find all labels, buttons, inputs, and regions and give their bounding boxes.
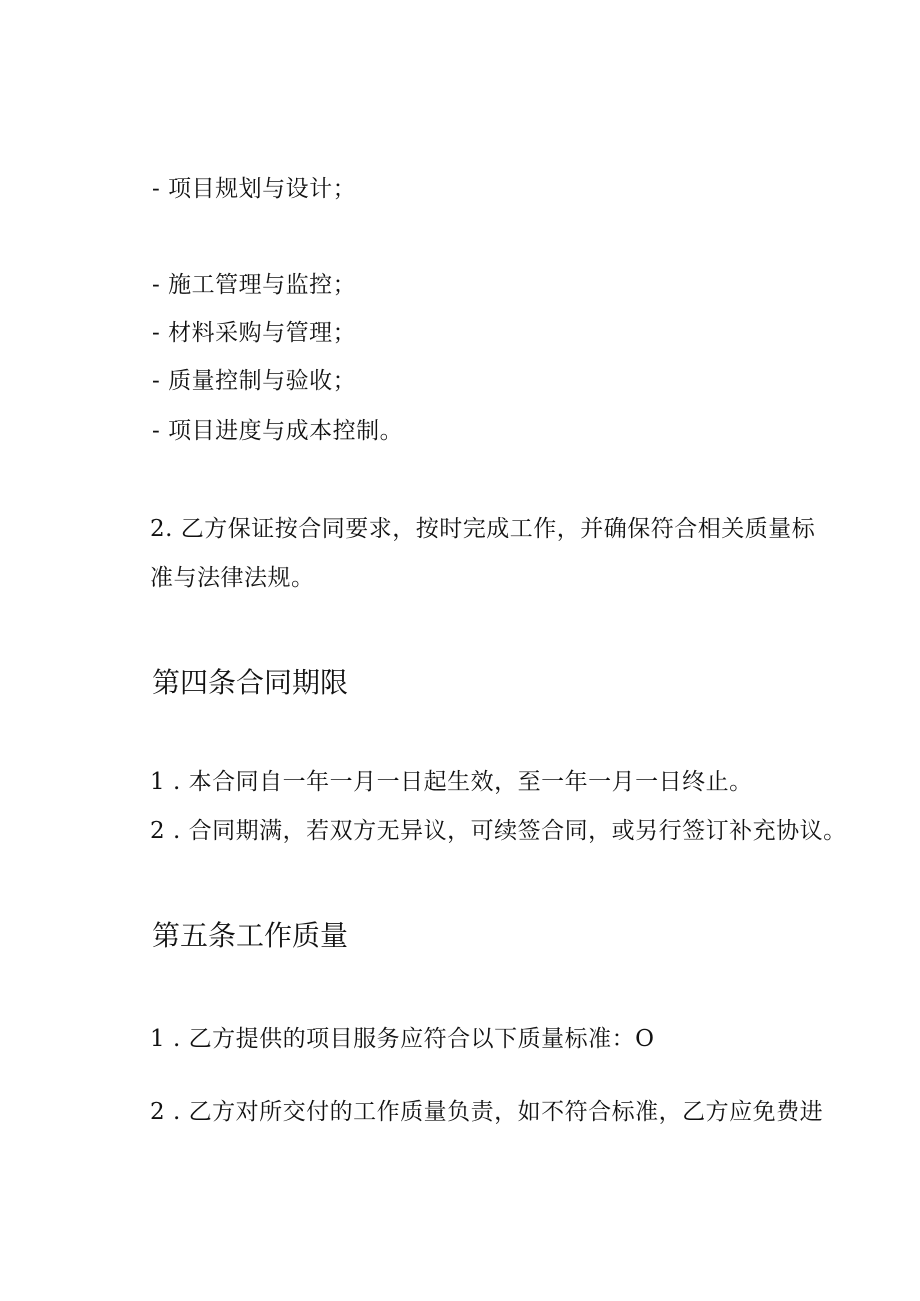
- scope-item-planning: - 项目规划与设计；: [152, 176, 357, 202]
- article4-heading: 第四条合同期限: [152, 666, 349, 699]
- article5-heading: 第五条工作质量: [152, 919, 349, 952]
- clause3-item2-line1: 2. 乙方保证按合同要求，按时完成工作，并确保符合相关质量标: [150, 516, 816, 542]
- article5-item2: 2 . 乙方对所交付的工作质量负责，如不符合标准，乙方应免费进: [150, 1099, 824, 1125]
- scope-item-schedule-cost: - 项目进度与成本控制。: [152, 418, 404, 444]
- scope-item-construction: - 施工管理与监控；: [152, 272, 357, 298]
- scope-item-materials: - 材料采购与管理；: [152, 320, 357, 346]
- clause3-item2-line2: 准与法律法规。: [150, 565, 315, 591]
- scope-item-quality: - 质量控制与验收；: [152, 368, 357, 394]
- article4-item2: 2 . 合同期满，若双方无异议，可续签合同，或另行签订补充协议。: [150, 818, 847, 844]
- article5-item1: 1 . 乙方提供的项目服务应符合以下质量标准：O: [150, 1026, 655, 1052]
- article4-item1: 1 . 本合同自一年一月一日起生效，至一年一月一日终止。: [150, 769, 753, 795]
